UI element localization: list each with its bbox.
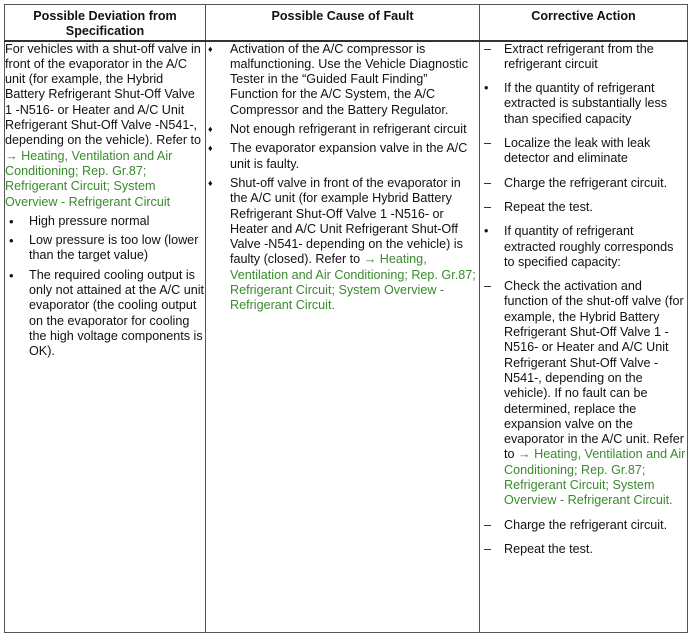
action-text: If the quantity of refrigerant extracted is substantially less than specified capacity xyxy=(504,81,668,126)
action-link[interactable]: → Heating, Ventilation and Air Conditioning; Rep. Gr.87; Refrigerant Circuit; System Overview - Refrigerant Circuit xyxy=(504,447,686,508)
action-text: Charge the refrigerant circuit. xyxy=(504,517,668,532)
table-row xyxy=(5,41,688,633)
list-item xyxy=(480,176,687,191)
list-item xyxy=(480,224,687,270)
list-item xyxy=(5,233,205,264)
bullet-marker: • xyxy=(9,213,14,229)
action-text: Check the activation and function of the shut-off valve (for example, the Hybrid Battery Refrigerant Shut-Off Valve 1 -N516- or Heater and A/C Unit Refrigerant Shut-Off Valve -N541-, depending on the vehicle). If no fault can be determined, replace the expansion valve on the evaporator in the A/C unit. Refer to xyxy=(504,279,684,462)
cause-text: The evaporator expansion valve in the A/C unit is faulty. xyxy=(230,141,468,171)
dash-marker: – xyxy=(484,136,492,151)
action-text: Charge the refrigerant circuit. xyxy=(504,175,668,190)
list-item xyxy=(480,42,687,73)
dash-marker: – xyxy=(484,41,492,56)
list-item xyxy=(480,518,687,533)
deviation-item-text: High pressure normal xyxy=(29,213,150,228)
diamond-marker: ♦ xyxy=(208,177,213,188)
table-header-row xyxy=(5,5,688,41)
cause-text: Not enough refrigerant in refrigerant circuit xyxy=(230,122,467,137)
deviation-intro xyxy=(5,42,205,210)
dash-marker: – xyxy=(484,175,492,190)
action-text: Repeat the test. xyxy=(504,199,593,214)
action-text: Localize the leak with leak detector and eliminate xyxy=(504,136,651,166)
list-item xyxy=(5,214,205,229)
list-item xyxy=(206,141,479,172)
bullet-marker: • xyxy=(484,224,489,239)
list-item xyxy=(206,122,479,137)
action-list xyxy=(480,42,687,558)
deviation-intro-text: For vehicles with a shut-off valve in front of the evaporator in the A/C unit (for example, the Hybrid Battery Refrigerant Shut-Off Valve 1 -N516- or Heater and A/C Unit Refrigerant Shut-Off Valve -N541-, depending on the vehicle). Refer to xyxy=(5,41,202,148)
action-link-end: . xyxy=(669,493,673,508)
dash-marker: – xyxy=(484,541,492,556)
cause-link[interactable]: → Heating, Ventilation and Air Conditioning; Rep. Gr.87; Refrigerant Circuit; System Overview - Refrigerant Circuit xyxy=(230,252,476,313)
list-item xyxy=(480,279,687,508)
diamond-marker: ♦ xyxy=(208,124,213,135)
action-text: Extract refrigerant from the refrigerant circuit xyxy=(504,41,654,71)
list-item xyxy=(480,542,687,557)
action-text: If quantity of refrigerant extracted roughly corresponds to specified capacity: xyxy=(504,224,674,269)
list-item xyxy=(206,176,479,314)
cause-cell xyxy=(206,41,480,633)
list-item xyxy=(480,136,687,167)
header-cause: Possible Cause of Fault xyxy=(206,5,480,41)
header-action: Corrective Action xyxy=(480,5,688,41)
list-item xyxy=(480,200,687,215)
list-item xyxy=(480,81,687,127)
cause-text: Shut-off valve in front of the evaporator in the A/C unit (for example Hybrid Battery Refrigerant Shut-Off Valve 1 -N516- or Heater and A/C Unit Refrigerant Shut-Off Valve -N541- depending on the vehicle) is faulty (closed). Refer to xyxy=(230,175,463,267)
cause-text: Activation of the A/C compressor is malfunctioning. Use the Vehicle Diagnostic Tester in the “Guided Fault Finding” Function for the A/C System, the A/C Compressor and the Battery Regulator. xyxy=(230,41,469,117)
bullet-marker: • xyxy=(9,267,14,283)
action-cell xyxy=(480,41,688,633)
diamond-marker: ♦ xyxy=(208,143,213,154)
dash-marker: – xyxy=(484,517,492,532)
bullet-marker: • xyxy=(484,81,489,96)
list-item xyxy=(206,42,479,118)
diamond-marker: ♦ xyxy=(208,43,213,54)
cause-list xyxy=(206,42,479,314)
action-text: Repeat the test. xyxy=(504,541,593,556)
deviation-cell xyxy=(5,41,206,633)
bullet-marker: • xyxy=(9,233,14,249)
cause-link-end: . xyxy=(331,298,335,313)
header-deviation: Possible Deviation from Specification xyxy=(5,5,206,41)
fault-table xyxy=(4,4,688,633)
deviation-link[interactable]: → Heating, Ventilation and Air Conditioning; Rep. Gr.87; Refrigerant Circuit; System Overview - Refrigerant Circuit xyxy=(5,148,173,209)
deviation-item-text: Low pressure is too low (lower than the target value) xyxy=(29,233,199,263)
list-item xyxy=(5,268,205,360)
dash-marker: – xyxy=(484,199,492,214)
deviation-item-text: The required cooling output is only not attained at the A/C unit evaporator (the cooling output on the evaporator for cooling the high voltage components is OK). xyxy=(29,267,205,359)
dash-marker: – xyxy=(484,279,492,294)
deviation-list xyxy=(5,214,205,360)
